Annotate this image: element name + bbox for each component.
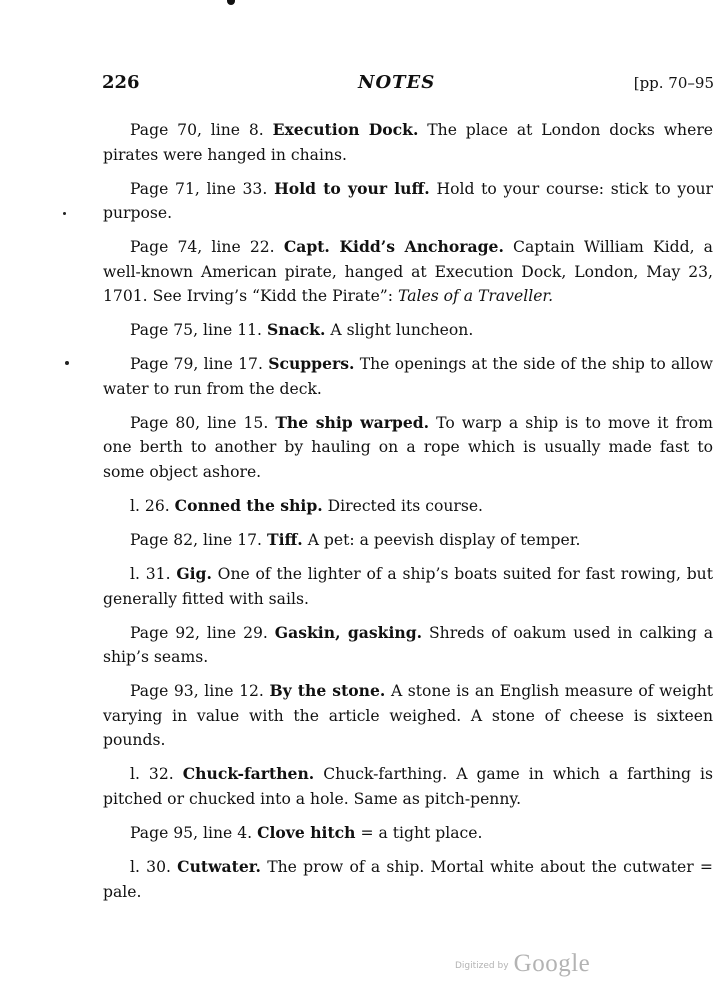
note-ref: Page 93, line 12. [130, 682, 264, 701]
note-text: One of the lighter of a ship’s boats suited for fast rowing, but generally fitted with sails. [103, 565, 713, 608]
note-term: Conned the ship. [174, 496, 323, 516]
note-entry [103, 235, 713, 309]
note-text: A pet: a peevish display of temper. [307, 531, 581, 550]
note-term: Snack. [266, 320, 326, 340]
note-text: The place at London docks where pirates were hanged in chains. [103, 121, 714, 164]
note-ref: l. 31. [130, 565, 171, 584]
note-term: By the stone. [269, 681, 386, 701]
note-term: Execution Dock. [272, 120, 419, 139]
note-entry [103, 118, 713, 167]
note-book-title: Tales of a Traveller. [398, 287, 554, 306]
google-logo: Google [513, 950, 591, 977]
watermark-caption: Digitized by [455, 961, 509, 971]
note-text: Shreds of oakum used in calking a ship’s seams. [103, 623, 714, 667]
note-entry [103, 528, 713, 553]
note-term: Tiff. [266, 530, 303, 550]
note-ref: Page 80, line 15. [130, 413, 269, 432]
note-term: Hold to your luff. [274, 178, 430, 198]
note-text: A stone is an English measure of weight varying in value with the article weighed. A stone of cheese is sixteen pounds. [103, 682, 714, 750]
note-ref: Page 74, line 22. [130, 238, 275, 257]
note-entry [103, 762, 713, 811]
ink-speck [63, 212, 66, 215]
note-text: Directed its course. [327, 497, 484, 516]
note-term: Chuck-farthen. [182, 764, 315, 784]
ink-mark [227, 0, 235, 5]
note-ref: l. 32. [130, 765, 174, 784]
note-entry [103, 855, 713, 904]
ink-speck [65, 361, 69, 365]
note-ref: Page 71, line 33. [130, 179, 268, 198]
note-text: = a tight place. [360, 823, 483, 842]
note-term: The ship warped. [275, 412, 430, 432]
running-head: NOTES [358, 72, 436, 93]
note-term: Cutwater. [177, 856, 261, 876]
digitized-watermark [455, 950, 590, 978]
note-text: Captain William Kidd, a well-known American pirate, hanged at Execution Dock, London, May 23, 1701. See Irving’s “Kidd the Pirate”: [103, 238, 713, 306]
page-number: 226 [102, 72, 140, 93]
note-entry [103, 318, 713, 343]
note-entry [103, 494, 713, 519]
note-text: To warp a ship is to move it from one berth to another by hauling on a rope which is usually made fast to some object ashore. [103, 413, 713, 482]
note-ref: Page 70, line 8. [130, 121, 264, 139]
note-text: Hold to your course: stick to your purpose. [103, 179, 714, 223]
note-entry [103, 411, 713, 485]
note-text: Chuck-farthing. A game in which a farthing is pitched or chucked into a hole. Same as pitch-penny. [103, 765, 713, 808]
page-header [102, 72, 714, 98]
note-term: Capt. Kidd’s Anchorage. [283, 237, 504, 257]
page-range: [pp. 70–95 [633, 74, 714, 92]
note-term: Gig. [176, 564, 212, 584]
note-term: Clove hitch [257, 822, 356, 842]
note-ref: l. 30. [130, 857, 171, 876]
note-ref: Page 82, line 17. [130, 531, 263, 550]
note-entry [103, 679, 713, 753]
note-entry [103, 621, 713, 670]
note-term: Scuppers. [268, 354, 355, 374]
note-entry [103, 177, 713, 226]
notes-list [103, 118, 713, 914]
note-ref: l. 26. [130, 497, 170, 516]
note-text: A slight luncheon. [330, 321, 474, 340]
note-ref: Page 95, line 4. [130, 823, 253, 842]
note-entry [103, 821, 713, 846]
note-term: Gaskin, gasking. [274, 622, 423, 642]
note-text: The openings at the side of the ship to allow water to run from the deck. [103, 355, 714, 398]
note-ref: Page 79, line 17. [130, 355, 263, 374]
note-entry [103, 562, 713, 611]
note-entry [103, 352, 713, 401]
note-ref: Page 92, line 29. [130, 623, 268, 642]
note-text: The prow of a ship. Mortal white about the cutwater = pale. [103, 857, 713, 901]
note-ref: Page 75, line 11. [130, 321, 263, 340]
